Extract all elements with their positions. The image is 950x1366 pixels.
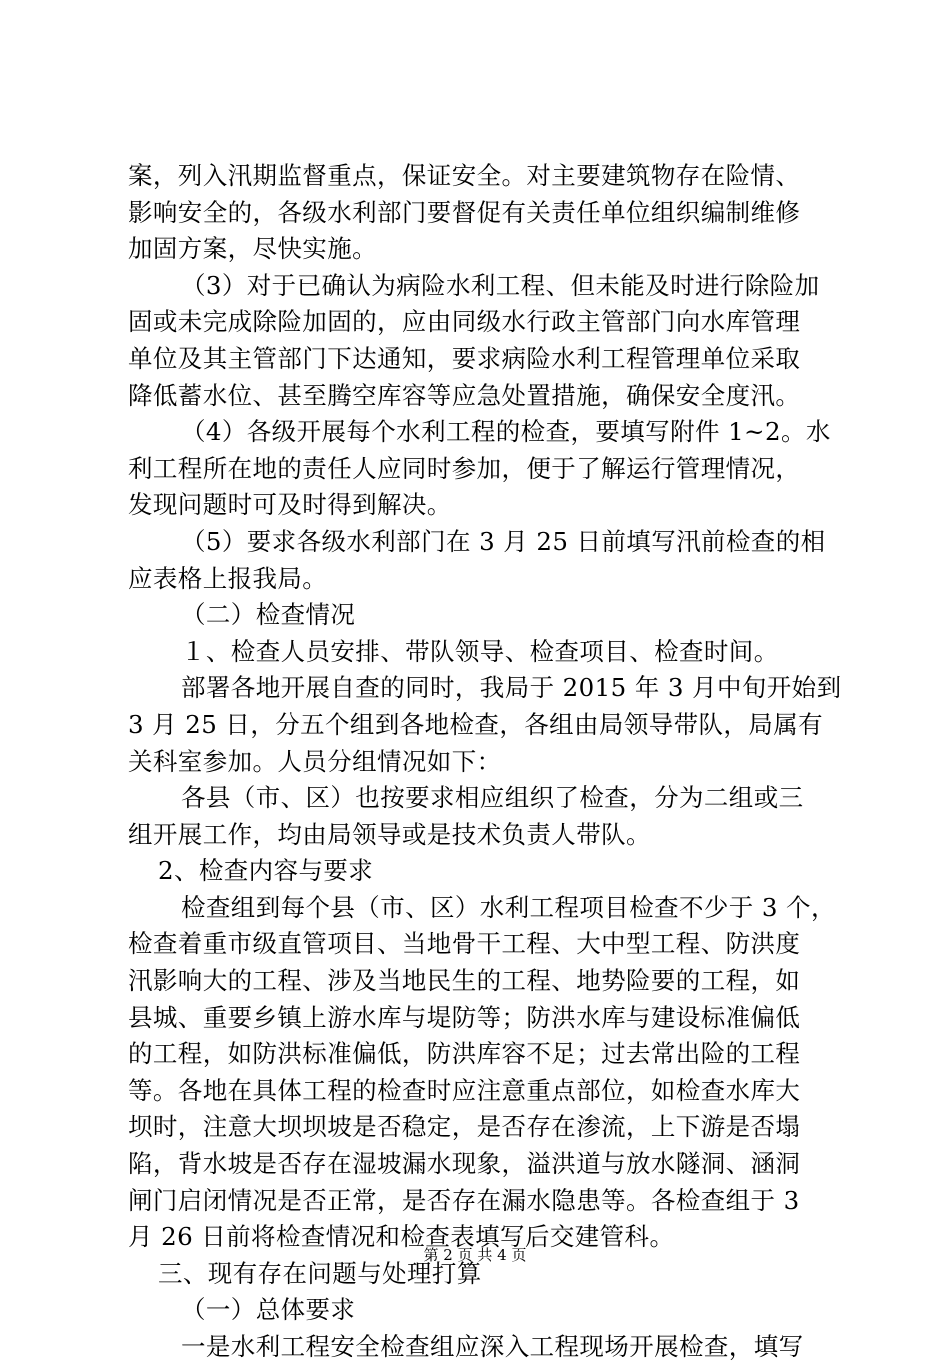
paragraph-4-start: （4）各级开展每个水利工程的检查，要填写附件 1~2。水 — [181, 417, 831, 447]
text-line: 月 26 日前将检查情况和检查表填写后交建管科。 — [128, 1222, 675, 1252]
text-line: 降低蓄水位、甚至腾空库容等应急处置措施，确保安全度汛。 — [128, 380, 801, 410]
section-heading: （二）检查情况 — [181, 600, 356, 630]
subsection-heading: （一）总体要求 — [181, 1295, 356, 1325]
text-line: 的工程，如防洪标准偏低，防洪库容不足；过去常出险的工程 — [128, 1039, 801, 1069]
text-line: 应表格上报我局。 — [128, 563, 328, 593]
text-line: 检查组到每个县（市、区）水利工程项目检查不少于 3 个， — [181, 892, 836, 922]
text-line: 等。各地在具体工程的检查时应注意重点部位，如检查水库大 — [128, 1075, 801, 1105]
subsection-heading: 2、检查内容与要求 — [158, 856, 374, 886]
paragraph-5-start: （5）要求各级水利部门在 3 月 25 日前填写汛前检查的相 — [181, 526, 826, 556]
text-line: 组开展工作，均由局领导或是技术负责人带队。 — [128, 819, 651, 849]
text-line: 固或未完成除险加固的，应由同级水行政主管部门向水库管理 — [128, 307, 801, 337]
text-line: 案，列入汛期监督重点，保证安全。对主要建筑物存在险情、 — [128, 161, 801, 190]
text-line: 检查着重市级直管项目、当地骨干工程、大中型工程、防洪度 — [128, 929, 801, 959]
text-line: 加固方案，尽快实施。 — [128, 234, 377, 264]
text-line: 发现问题时可及时得到解决。 — [128, 490, 452, 520]
text-line: 陷，背水坡是否存在湿坡漏水现象，溢洪道与放水隧洞、涵洞 — [128, 1149, 801, 1179]
text-line: 坝时，注意大坝坝坡是否稳定，是否存在渗流，上下游是否塌 — [128, 1112, 801, 1142]
text-line: 影响安全的，各级水利部门要督促有关责任单位组织编制维修 — [128, 197, 801, 227]
section-heading: 三、现有存在问题与处理打算 — [158, 1258, 482, 1288]
text-line: 关科室参加。人员分组情况如下： — [128, 746, 502, 776]
text-line: 3 月 25 日，分五个组到各地检查，各组由局领导带队，局属有 — [128, 709, 824, 739]
text-line: 一是水利工程安全检查组应深入工程现场开展检查，填写 — [181, 1332, 804, 1361]
document-body — [128, 158, 842, 1366]
text-line: 部署各地开展自查的同时，我局于 2015 年 3 月中旬开始到 — [181, 673, 842, 703]
text-line: 单位及其主管部门下达通知，要求病险水利工程管理单位采取 — [128, 343, 801, 373]
text-line: 汛影响大的工程、涉及当地民生的工程、地势险要的工程，如 — [128, 966, 801, 996]
text-line: 利工程所在地的责任人应同时参加，便于了解运行管理情况， — [128, 453, 801, 483]
paragraph-3-start: （3）对于已确认为病险水利工程、但未能及时进行除险加 — [181, 270, 820, 300]
page-footer: 第 2 页 共 4 页 — [423, 1246, 527, 1264]
text-line: 闸门启闭情况是否正常，是否存在漏水隐患等。各检查组于 3 — [128, 1185, 800, 1215]
text-line: 县城、重要乡镇上游水库与堤防等；防洪水库与建设标准偏低 — [128, 1002, 801, 1032]
subsection-heading: １、检查人员安排、带队领导、检查项目、检查时间。 — [181, 636, 779, 666]
text-line: 各县（市、区）也按要求相应组织了检查，分为二组或三 — [181, 783, 804, 813]
